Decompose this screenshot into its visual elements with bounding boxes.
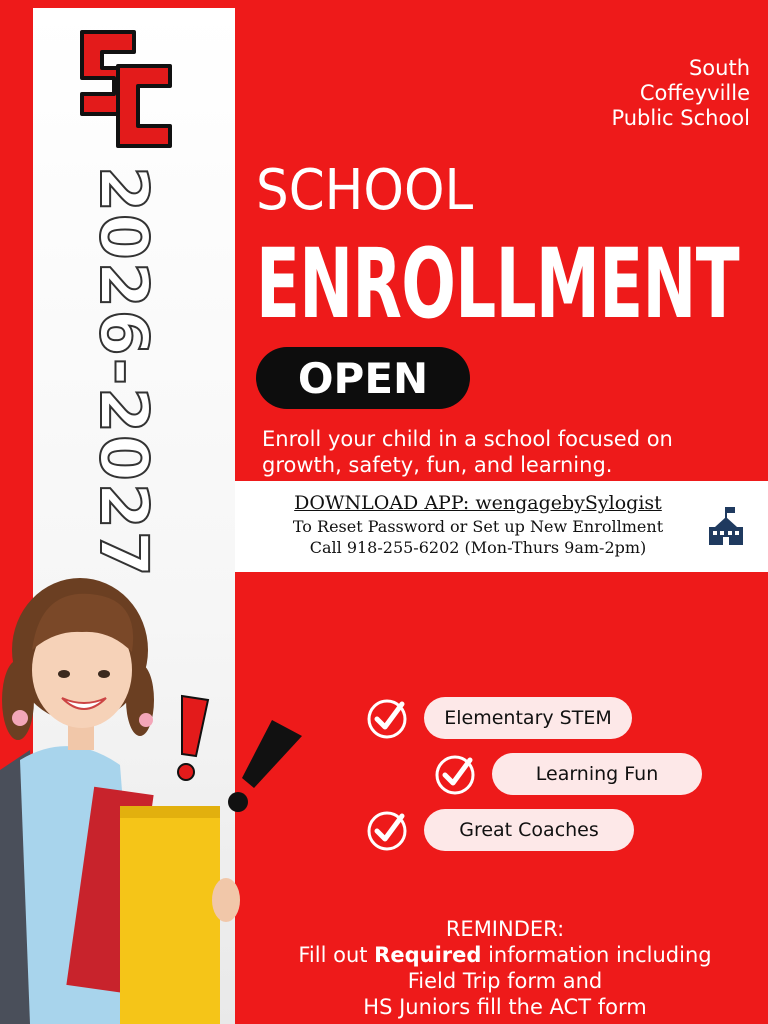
app-info: [248, 490, 708, 558]
reminder-heading: REMINDER:: [445, 917, 565, 941]
reminder-block: [270, 916, 740, 1020]
school-year-text: 2026-2027: [85, 165, 162, 579]
feature-pill-great-coaches: [424, 809, 634, 851]
sc-logo: [76, 22, 176, 148]
tagline: Enroll your child in a school focused on growth, safety, fun, and learning.: [262, 427, 673, 477]
feature-label: Elementary STEM: [444, 707, 612, 729]
title-school: SCHOOL: [256, 158, 474, 223]
feature-pill-elementary-stem: [424, 697, 632, 739]
school-name-line3: Public School: [611, 106, 750, 130]
open-label: OPEN: [297, 353, 429, 403]
reminder-line4: HS Juniors fill the ACT form: [363, 995, 647, 1019]
check-circle-icon: [434, 754, 476, 796]
feature-label: Learning Fun: [535, 763, 659, 785]
student-girl-image: [0, 570, 260, 1024]
required-emphasis: Required: [374, 943, 482, 967]
school-building-icon: [707, 505, 745, 547]
check-circle-icon: [366, 698, 408, 740]
exclamation-icon: [222, 718, 304, 814]
open-badge: [256, 347, 470, 409]
feature-pill-learning-fun: [492, 753, 702, 795]
download-app-link[interactable]: DOWNLOAD APP: wengagebySylogist: [294, 492, 662, 514]
school-name: [550, 56, 750, 131]
check-circle-icon: [366, 810, 408, 852]
exclamation-icon: [168, 694, 212, 784]
reset-password-text: To Reset Password or Set up New Enrollment: [292, 517, 664, 536]
reminder-line2: Fill out Required information including: [298, 943, 712, 967]
feature-label: Great Coaches: [459, 819, 599, 841]
title-enrollment: ENROLLMENT: [256, 228, 739, 340]
school-name-line1: South: [688, 56, 750, 80]
school-name-line2: Coffeyville: [639, 81, 750, 105]
phone-contact-text: Call 918-255-6202 (Mon-Thurs 9am-2pm): [309, 538, 647, 557]
reminder-line3: Field Trip form and: [407, 969, 603, 993]
